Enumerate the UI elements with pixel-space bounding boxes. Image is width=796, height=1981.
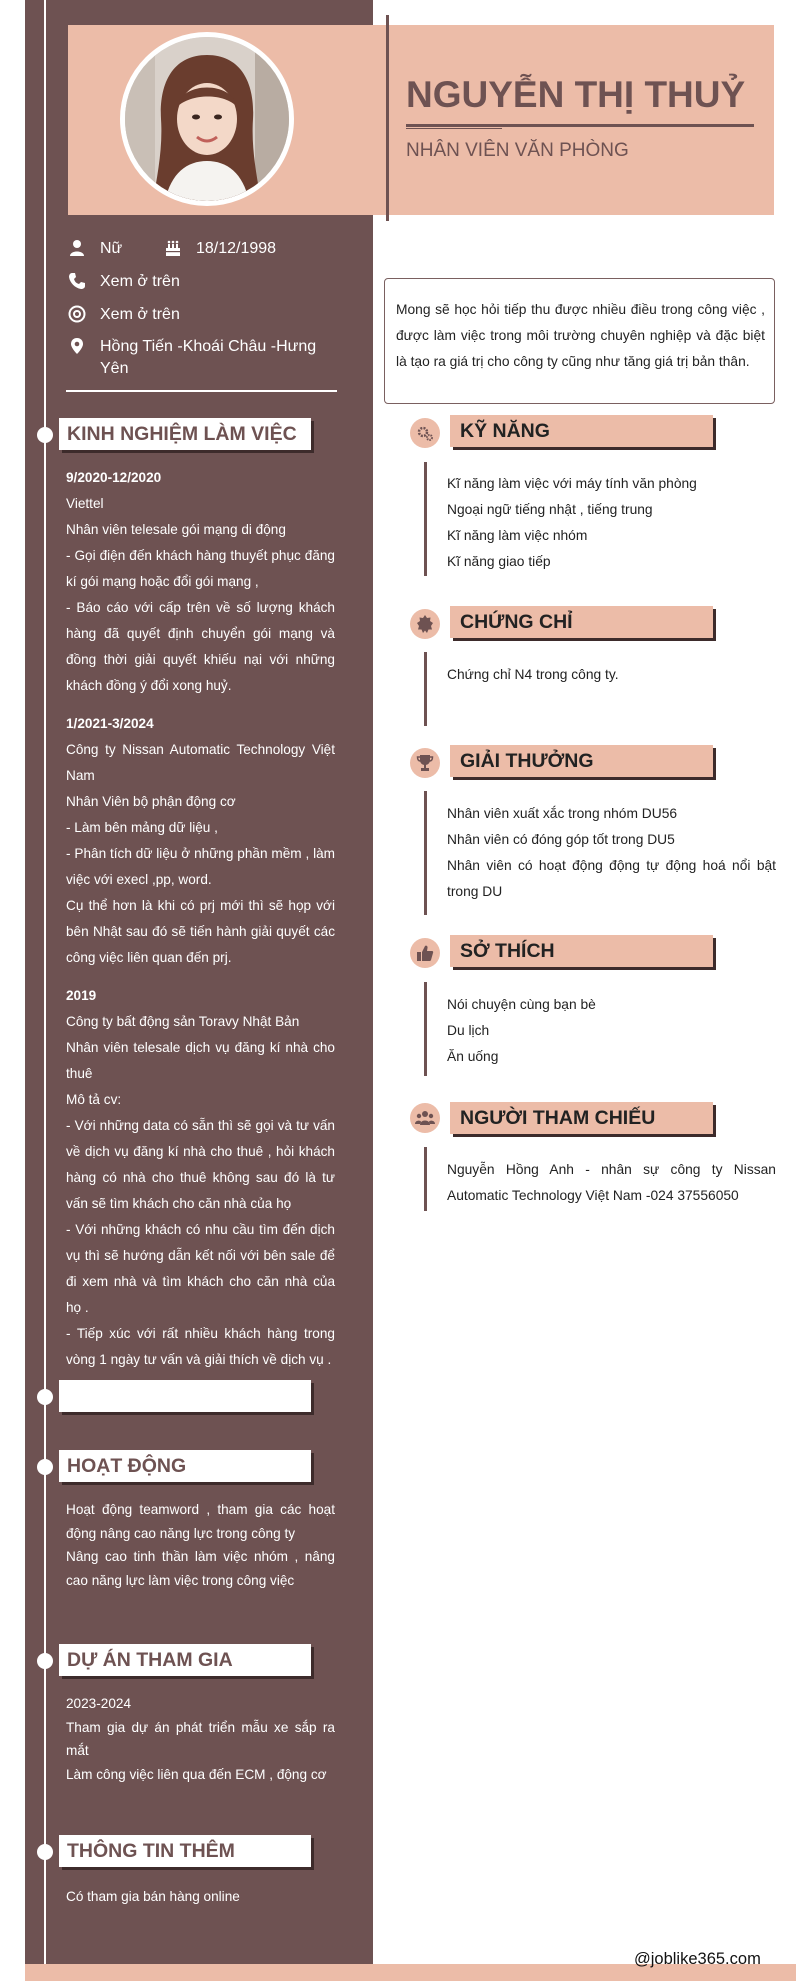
job-line: Công ty Nissan Automatic Technology Việt Nam bbox=[66, 742, 335, 783]
activity-line: Hoạt động teamword , tham gia các hoạt động nâng cao năng lực trong công ty bbox=[66, 1502, 335, 1541]
skill-item: Kĩ năng làm việc với máy tính văn phòng bbox=[447, 476, 697, 491]
references-timeline bbox=[424, 1147, 427, 1211]
hobby-item: Nói chuyện cùng bạn bè bbox=[447, 997, 596, 1012]
certificates-list bbox=[447, 662, 776, 688]
birthday-cake-icon bbox=[164, 239, 182, 257]
job-line: Cụ thể hơn là khi có prj mới thì sẽ họp với bên Nhật sau đó sẽ tiến hành giải quyết các công việc liên quan đến prj. bbox=[66, 898, 335, 965]
awards-list bbox=[447, 801, 776, 905]
certificate-icon bbox=[416, 615, 434, 633]
job-line: - Tiếp xúc với rất nhiều khách hàng trong vòng 1 ngày tư vấn và giải thích về dịch vụ . bbox=[66, 1326, 335, 1367]
section-title-experience: KINH NGHIỆM LÀM VIỆC bbox=[59, 418, 311, 450]
awards-timeline bbox=[424, 791, 427, 915]
award-item: Nhân viên xuất xắc trong nhóm DU56 bbox=[447, 806, 678, 821]
projects-content bbox=[66, 1692, 335, 1786]
job-period: 9/2020-12/2020 bbox=[66, 470, 162, 485]
certificates-icon-circle bbox=[410, 609, 440, 639]
candidate-name: NGUYỄN THỊ THUỶ bbox=[406, 74, 746, 115]
section-title-skills: KỸ NĂNG bbox=[450, 415, 713, 447]
hobby-item: Du lịch bbox=[447, 1023, 490, 1038]
job-period: 2019 bbox=[66, 988, 97, 1003]
info-divider bbox=[66, 390, 337, 392]
users-icon bbox=[415, 1109, 435, 1127]
extra-info-text: Có tham gia bán hàng online bbox=[66, 1889, 240, 1904]
skill-item: Kĩ năng giao tiếp bbox=[447, 554, 551, 569]
section-title-activities: HOẠT ĐỘNG bbox=[59, 1450, 311, 1482]
project-line: Làm công việc liên qua đến ECM , động cơ bbox=[66, 1766, 327, 1782]
project-line: Tham gia dự án phát triển mẫu xe sắp ra mắt bbox=[66, 1719, 335, 1758]
section-title-references: NGƯỜI THAM CHIẾU bbox=[450, 1102, 713, 1134]
certificates-timeline bbox=[424, 652, 427, 726]
name-underline-accent bbox=[406, 128, 502, 129]
user-icon bbox=[68, 239, 86, 257]
avatar bbox=[120, 32, 294, 206]
job-line: - Gọi điện đến khách hàng thuyết phục đăng kí gói mạng hoặc đổi gói mạng , bbox=[66, 548, 335, 589]
timeline-dot bbox=[37, 1844, 53, 1860]
skill-item: Ngoại ngữ tiếng nhật , tiếng trung bbox=[447, 502, 653, 517]
trophy-icon bbox=[416, 754, 434, 772]
gender-value: Nữ bbox=[100, 240, 123, 257]
job-line: Mô tả cv: bbox=[66, 1092, 122, 1107]
job-line: - Làm bên mảng dữ liệu , bbox=[66, 820, 218, 835]
name-underline bbox=[406, 124, 754, 127]
career-objective: Mong sẽ học hỏi tiếp thu được nhiều điều trong công việc , được làm việc trong môi trường chuyên nghiệp và đặc biệt là tạo ra giá trị cho công ty cũng như tăng giá trị bản thân. bbox=[384, 278, 775, 404]
job-line: - Với những data có sẵn thì sẽ gọi và tư vấn về dịch vụ đăng kí nhà cho thuê , hỏi khách hàng có nhà cho thuê không sau đó là tư vấn sẽ tìm khách cho căn nhà của họ bbox=[66, 1118, 335, 1211]
job-line: Viettel bbox=[66, 496, 104, 511]
hobby-item: Ăn uống bbox=[447, 1049, 499, 1064]
phone-value: Xem ở trên bbox=[100, 273, 180, 290]
timeline-dot bbox=[37, 1653, 53, 1669]
references-list bbox=[447, 1157, 776, 1209]
job-line: Nhân viên telesale dịch vụ đăng kí nhà cho thuê bbox=[66, 1040, 335, 1081]
job-title: NHÂN VIÊN VĂN PHÒNG bbox=[406, 140, 629, 161]
address-line-2: Yên bbox=[100, 360, 129, 377]
birthday-value: 18/12/1998 bbox=[196, 240, 277, 257]
portrait-photo bbox=[125, 37, 289, 201]
job-period: 1/2021-3/2024 bbox=[66, 716, 154, 731]
award-item: Nhân viên có đóng góp tốt trong DU5 bbox=[447, 832, 675, 847]
section-title-empty bbox=[59, 1380, 311, 1412]
references-icon-circle bbox=[410, 1103, 440, 1133]
thumbs-up-icon bbox=[416, 944, 434, 962]
skills-icon-circle bbox=[410, 418, 440, 448]
hobbies-timeline bbox=[424, 982, 427, 1076]
activities-content bbox=[66, 1498, 335, 1592]
awards-icon-circle bbox=[410, 748, 440, 778]
timeline-dot bbox=[37, 427, 53, 443]
skills-list bbox=[447, 471, 776, 575]
address-value bbox=[100, 336, 316, 380]
project-period: 2023-2024 bbox=[66, 1696, 132, 1711]
section-title-awards: GIẢI THƯỞNG bbox=[450, 745, 713, 777]
gears-icon bbox=[416, 424, 434, 442]
footer-watermark: @joblike365.com bbox=[634, 1950, 761, 1968]
section-title-hobbies: SỞ THÍCH bbox=[450, 935, 713, 967]
certificate-item: Chứng chỉ N4 trong công ty. bbox=[447, 667, 619, 682]
timeline-dot bbox=[37, 1459, 53, 1475]
job-line: Công ty bất động sản Toravy Nhật Bản bbox=[66, 1014, 300, 1029]
award-item: Nhân viên có hoạt động động tự động hoá nổi bật trong DU bbox=[447, 858, 776, 899]
location-pin-icon bbox=[68, 337, 86, 355]
skills-timeline bbox=[424, 462, 427, 576]
email-at-icon bbox=[68, 305, 86, 323]
job-line: - Báo cáo với cấp trên về số lượng khách hàng đã quyết định chuyển gói mạng và đồng thời giải quyết khiếu nại với những khách đồng ý đổi xong huỷ. bbox=[66, 600, 335, 693]
email-value: Xem ở trên bbox=[100, 306, 180, 323]
job-line: Nhân Viên bộ phận động cơ bbox=[66, 794, 236, 809]
hobbies-list bbox=[447, 992, 776, 1070]
reference-item: Nguyễn Hồng Anh - nhân sự công ty Nissan Automatic Technology Việt Nam -024 37556050 bbox=[447, 1162, 776, 1203]
phone-icon bbox=[68, 272, 86, 290]
timeline-dot bbox=[37, 1389, 53, 1405]
hobbies-icon-circle bbox=[410, 938, 440, 968]
experience-content bbox=[66, 465, 335, 1373]
section-title-extra-info: THÔNG TIN THÊM bbox=[59, 1835, 311, 1867]
job-line: Nhân viên telesale gói mạng di động bbox=[66, 522, 286, 537]
timeline-line bbox=[44, 0, 46, 1981]
job-line: - Với những khách có nhu cầu tìm đến dịch vụ thì sẽ hướng dẫn kết nối với bên sale để đi xem nhà và tìm khách cho căn nhà của họ . bbox=[66, 1222, 335, 1315]
header-divider bbox=[386, 15, 389, 221]
section-title-projects: DỰ ÁN THAM GIA bbox=[59, 1644, 311, 1676]
skill-item: Kĩ năng làm việc nhóm bbox=[447, 528, 588, 543]
address-line-1: Hồng Tiến -Khoái Châu -Hưng bbox=[100, 338, 317, 355]
section-title-certificates: CHỨNG CHỈ bbox=[450, 606, 713, 638]
activity-line: Nâng cao tinh thần làm việc nhóm , nâng cao năng lực làm việc trong công việc bbox=[66, 1549, 335, 1588]
job-line: - Phân tích dữ liệu ở những phần mềm , làm việc với execl ,pp, word. bbox=[66, 846, 335, 887]
